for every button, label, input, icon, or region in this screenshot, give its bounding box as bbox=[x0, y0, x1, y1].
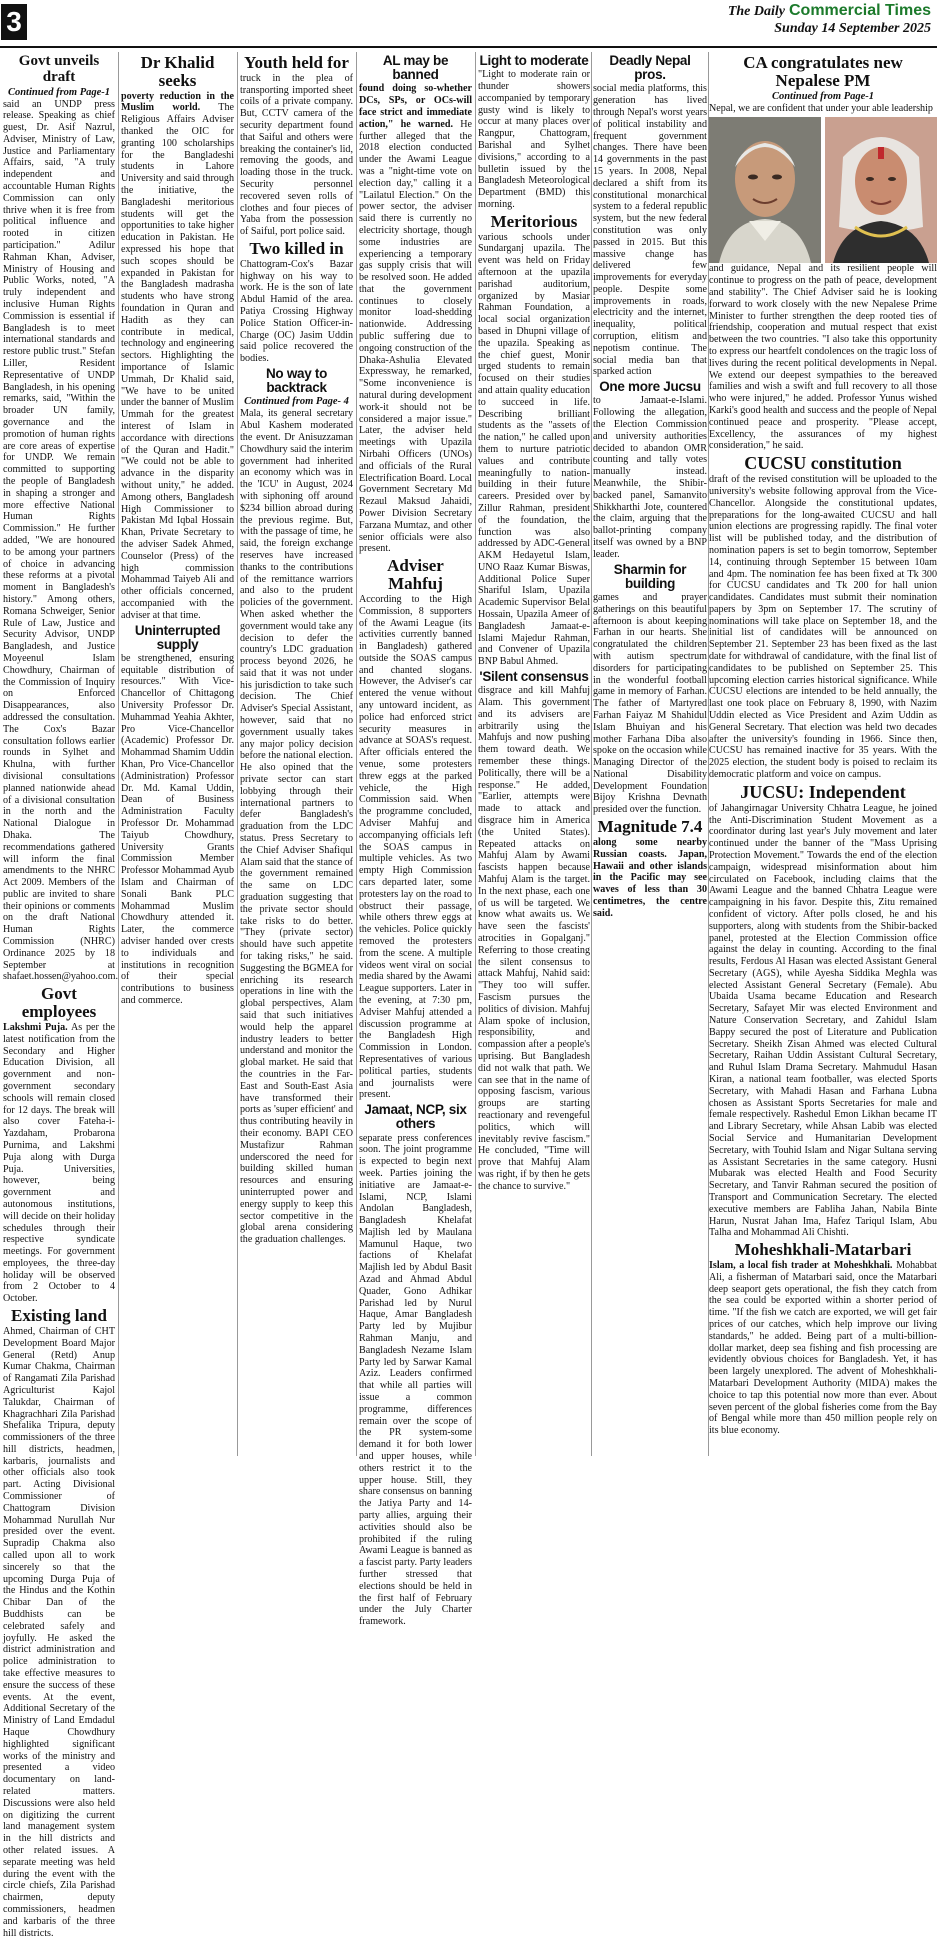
column-divider bbox=[475, 52, 476, 1456]
column-divider bbox=[118, 52, 119, 1456]
article-cucsu bbox=[709, 454, 937, 781]
article-body: The Religious Affairs Adviser thanked the OIC for granting 100 scholarships for the Bangladeshi students in Lahore University and said through the initiative, the Bangladeshi meritorious students will get the opportunities to take higher education in Pakistan. He expressed his hope that such scopes should be expanded in Pakistan for the Bangladesh madrasha students who have strong foundation in Quran and Hadith as they can contribute in medical, technology and engineering sectors. Highlighting the importance of Islamic Ummah, Dr Khalid said, "We have to be united under the banner of Muslim Ummah for the greatest interest of Islam in accordance with directions of the Quran and Hadit." "We could not be able to advance in the disparity without unity," he added. Among others, Bangladesh High Commissioner to Pakistan Md Iqbal Hossain Khan, Private Secretary to the adviser Sadek Ahmed, Counselor (Press) of the high commission Mohammad Taiyeb Ali and other officials concerned, accompanied with the adviser at that time. bbox=[121, 102, 234, 621]
article-body: Mala, its general secretary Abul Kashem moderated the event. Dr Anisuzzaman Chowdhury said the interim government had inherited an economy which was in the 'ICU' in August, 2024 with siphoning off around $234 billion abroad during the previous regime. But, with the passage of time, he said, the foreign exchange reserves have increased thanks to the contributions of the remittance warriors and also to the prudent policies of the government. When asked whether the government would take any decision to defer the country's LDC graduation process beyond 2026, he said that it was not under his jurisdiction to take such decision. The Chief Adviser's Special Assistant, however, said that no government usually takes any major policy decision before the national election. He also opined that the private sector can start lobbying through their international partners to defer Bangladesh's graduation from the LDC status. Press Secretary to the Chief Adviser Shafiqul Alam said that the stance of the government remained the same on LDC graduation suggesting that the private sector should take risks to do better. "They (private sector) should have such appetite for taking risks," he said. Suggesting the BGMEA for enriching its research operations in line with the global perspectives, Alam said that such initiatives would help the apparel industry leaders to better understand and monitor the global market. He said that the countries in the Far-East and South-East Asia have transformed their ports as 'super efficient' and thus contributing heavily in their economy. BAPI CEO Mustafizur Rahman underscored the need for building skilled human resources and ensuring uninterrupted power and energy supply to keep this sector competitive in the global arena considering the graduation challenges. bbox=[240, 408, 353, 1246]
kicker: Continued from Page- 4 bbox=[244, 396, 349, 408]
headline: Light to moderate bbox=[479, 53, 589, 68]
headline: 'Silent consensus bbox=[479, 669, 589, 685]
paper-name: Commercial Times bbox=[789, 2, 931, 19]
photo-pair bbox=[709, 117, 937, 263]
column-6 bbox=[593, 52, 707, 1456]
article-body: separate press conferences soon. The joint programme is expected to begin next week. Parties joining the initiative are Jamaat-e-Islami, NCP, Islami Andolan Bangladesh, Bangladesh Khelafat Majlish led by Maulana Mamunul Haque, two factions of Khelafat Majlish led by Abdul Basit Azad and Ahmad Abdul Quader, Gono Adhikar Parishad led by Nurul Haque, Amar Bangladesh Party led by Mujibur Rahman Manju, and Bangladesh Nezame Islam Party led by Sarwar Kamal Aziz. Leaders confirmed that while all parties will issue a common programme, differences remain over the scope of the PR system-some demand it for both lower and upper houses, while others restrict it to the upper house. Still, they share consensus on banning the Jatiya Party and 14-party allies, arguing their activities should also be prohibited if the ruling Awami League is banned as a fascist party. Party leaders further stressed that elections should be held in the first half of February under the July Charter framework. bbox=[359, 1132, 472, 1628]
paper-prefix: The Daily bbox=[727, 4, 785, 19]
headline: Two killed in bbox=[249, 239, 344, 258]
article-body: and guidance, Nepal and its resilient people will continue to progress on the path of peace, development and stability". The Chief Adviser said he is looking forward to work closely with the new Nepalese Prime Minister to further strengthen the deep rooted ties of friendship, cooperation and mutual respect that exist between the two countries. "I also take this opportunity to express our heartfelt condolences on the tragic loss of lives during the recent political developments in Nepal. We extend our deepest sympathies to the bereaved families and wish a swift and full recovery to all those who were injured," he added. Professor Yunus wished Karki's good health and success and the people of Nepal continued peace and prosperity. "Please accept, Excellency, the assurances of my highest consideration," he said. bbox=[709, 263, 937, 452]
article-deadly-nepal bbox=[593, 54, 707, 378]
headline: CA congratulates new Nepalese PM bbox=[743, 53, 903, 90]
headline: Govt employees bbox=[21, 984, 97, 1022]
article-moheshkhali bbox=[709, 1241, 937, 1437]
article-sharmin bbox=[593, 563, 707, 816]
article-body: As per the latest notification from the Secondary and Higher Education Division, all government and non-government secondary schools will remain closed for 12 days. The break will also cover Fateha-i-Yazdaham, Probarona Purnima, and Lakshmi Puja along with Durga Puja. Universities, however, being government and autonomous institutions, will decide on their holiday schedules through their respective syndicate meetings. For government employees, the three-day holiday will be observed from 2 October to 4 October. bbox=[3, 1021, 115, 1305]
lead-text: Islam, a local fish trader at Moheshkhali. bbox=[709, 1260, 893, 1272]
article-dr-khalid bbox=[121, 54, 234, 622]
header-rule bbox=[0, 46, 937, 48]
article-existing-land bbox=[3, 1307, 115, 1939]
page-number: 3 bbox=[1, 4, 27, 40]
headline: Deadly Nepal pros. bbox=[609, 53, 691, 83]
headline: Existing land bbox=[11, 1306, 107, 1326]
article-body: said an UNDP press release. Speaking as chief guest, Dr. Asif Nazrul, Adviser, Ministry of Law, Justice and Parliamentary Affairs, said, "A truly independent and accountable Human Rights Commission can only thrive when it is free from political influence and rooted in citizen participation." Adilur Rahman Khan, Adviser, Ministry of Housing and Public Works, noted, "A truly independent and inclusive Human Rights Commission is essential if Bangladesh is to meet international standards and restore public trust." Stefan Liller, Resident Representative of UNDP Bangladesh, in his opening remarks, said, "Within the broader UN family, governance and the promotion of human rights are core areas of expertise for UNDP. We remain committed to supporting the people of Bangladesh in shaping a stronger and more effective National Human Rights Commission." He further added, "We are honoured to be among your partners of choice in advancing these reforms at a pivotal moment in Bangladesh's history." Among others, Romana Schweiger, Senior Rule of Law, Justice and Security Advisor, UNDP Bangladesh, and Justice Moyeenul Islam Chowdhury, Chairman of the Commission of Inquiry on Enforced Disappearances, also addressed the consultation. The Cox's Bazar consultation follows earlier rounds in Sylhet and Khulna, with further divisional consultations planned nationwide ahead of a divisional consultation in the north and the National Dialogue in Dhaka. The recommendations gathered will inform the final amendments to the NHRC Act 2009. Members of the public are invited to share their opinions or comments on the draft National Human Rights Commission (NHRC) Ordinance 2025 by 18 September at shafaet.hossen@yahoo.com. bbox=[3, 98, 118, 983]
article-jucsu bbox=[709, 783, 937, 1239]
headline: Uninterrupted supply bbox=[134, 622, 221, 652]
article-two-killed bbox=[240, 240, 353, 365]
article-youth-held bbox=[240, 54, 353, 238]
article-no-way-backtrack bbox=[240, 367, 353, 1246]
lead-text: Lakshmi Puja. bbox=[3, 1021, 68, 1033]
headline: No way to backtrack bbox=[265, 366, 328, 396]
article-body: social media platforms, this generation has lived through Nepal's worst years of political instability and frequent government changes. There have been 14 governments in the past 15 years. In 2008, Nepal declared a shift from its constitutional monarchical system to a federal republic system, but the new federal constitution was only passed in 2015. But this massive change has delivered few improvements for everyday people. Despite some improvements in roads, electricity and the internet, inequality, political corruption, elitism and nepotism continue. The social media ban that sparked action bbox=[593, 83, 707, 378]
article-body: Chattogram-Cox's Bazar highway on his way to work. He is the son of late Abdul Hamid of the area. Patiya Crossing Highway Police Station Officer-in-Charge (OC) Jasim Uddin said police recovered the bodies. bbox=[240, 258, 353, 365]
article-body: He further alleged that the 2018 election conducted under the Awami League was a "night-time vote on election day," calling it a "Lailatul Election." On the power sector, the adviser said there is currently no electricity shortage, though some industries are experiencing a temporary gas supply crisis that will be resolved soon. He added that the government continues to closely monitor load-shedding nationwide. Addressing public suffering due to ongoing construction of the Dhaka-Ashulia Elevated Expressway, he remarked, "Some inconvenience is natural during development work-it should not be considered a major issue." Later, the adviser held meetings with Upazila Nirbahi Officers (UNOs) and officials of the Rural Electrification Board. Local Government Secretary Md Rezaul Maksud Jahaidi, Power Division Secretary Farzana Mumtaz, and other senior officials were also present. bbox=[359, 118, 472, 555]
article-body: Ahmed, Chairman of CHT Development Board Major General (Retd) Anup Kumar Chakma, Chairman of Rangamati Zila Parishad Agriculturist Kajol Talukdar, Chairman of Khagrachhari Zila Parishad Shefalika Tripura, deputy commissioners of the three hill districts, headmen, karbaris, journalists and other officials also took part. Acting Divisional Commissioner of Chattogram Division Mohammad Nurullah Nur presided over the event. Supradip Chakma also called upon all to work sincerely so that the upcoming Durga Puja of the Hindus and the Kothin Chibar Dan of the Buddhists can be celebrated safely and joyfully. He asked the district administration and police administration to take effective measures to ensure the success of these events. At the event, Additional Secretary of the Ministry of Land Emdadul Haque Chowdhury highlighted significant works of the ministry and presented a video documentary on land-related matters. Discussions were also held on digitizing the current land management system in the hill districts and other related issues. A separate meeting was held during the event with the circle chiefs, Zila Parishad chairmen, deputy commissioners, headmen and karbaris of the three hill districts. bbox=[3, 1325, 115, 1939]
column-divider bbox=[356, 52, 357, 1456]
column-4 bbox=[359, 52, 472, 1628]
photo-woman bbox=[825, 117, 937, 263]
lead-text: found doing so-whether DCs, SPs, or OCs-will face strict and immediate action," he warned. bbox=[359, 83, 472, 130]
column-2 bbox=[121, 52, 234, 1456]
headline: JUCSU: Independent bbox=[740, 781, 906, 802]
article-silent-consensus bbox=[478, 670, 590, 1192]
article-one-more-jucsu bbox=[593, 380, 707, 560]
headline: Sharmin for building bbox=[613, 561, 687, 591]
column-3 bbox=[240, 52, 353, 1456]
article-intro: Nepal, we are confident that under your able leadership bbox=[709, 102, 933, 114]
article-body: to Jamaat-e-Islami. Following the allegation, the Election Commission and university authorities decided to abandon OMR counting and tally votes manually instead. Meanwhile, the Shibir-backed panel, Samanvito Shikkharthi Jote, countered the claim, arguing that the ballot-printing company itself was owned by a BNP leader. bbox=[593, 395, 707, 560]
masthead bbox=[728, 2, 931, 37]
headline: Adviser Mahfuj bbox=[387, 556, 444, 594]
article-govt-employees bbox=[3, 985, 115, 1305]
article-meritorious bbox=[478, 213, 590, 668]
headline: Moheshkhali-Matarbari bbox=[734, 1240, 912, 1260]
article-body: games and prayer gatherings on this beautiful afternoon is about keeping Farhan in our hearts. She congratulated the children with autism spectrum disorders for participating in the wonderful football game in memory of Farhan. The father of Martyred Farhan Faiyaz M Shahidul Islam Bhuiyan and his mother Farhana Diba also spoke on the occasion while Managing Director of the National Disability Development Foundation Bijoy Krishna Devnath presided over the function. bbox=[593, 591, 707, 816]
article-body: According to the High Commission, 8 supporters of the Awami League (its activities currently banned in Bangladesh) gathered outside the SOAS campus and chanted slogans. However, the Adviser's car entered the venue without any untoward incident, as police had enforced strict security measures in advance at SOAS's request. After officials entered the venue, some protesters threw eggs at the parked vehicle, the High Commission said. When the programme concluded, Adviser Mahfuj and accompanying officials left the SOAS campus in multiple vehicles. As two empty High Commission cars departed later, some protesters lay on the road to obstruct their passage, while others threw eggs at the vehicles. Police quickly removed the protesters from the scene. A multiple videos went viral on social media shared by the Awami League supporters. Later in the evening, at 7:30 pm, Adviser Mahfuj attended a discussion programme at the Bangladesh High Commission in London. Representatives of various political parties, students and journalists were present. bbox=[359, 593, 472, 1101]
column-7 bbox=[709, 52, 937, 1456]
article-uninterrupted-supply bbox=[121, 624, 234, 1007]
article-govt-unveils bbox=[3, 53, 118, 983]
headline: AL may be banned bbox=[382, 53, 449, 83]
headline: Jamaat, NCP, six others bbox=[364, 1102, 467, 1132]
headline: Magnitude 7.4 bbox=[597, 817, 703, 837]
article-body: various schools under Sundarganj upazila. The event was held on Friday afternoon at the upazila parishad auditorium, organized by Masiar Rahman Foundation, a local social organization based in Dhupni village of the upazila. Speaking as the chief guest, Monir urged students to remain focused on their studies and attain quality education to succeed in life. Describing brilliant students as the "assets of the nation," he called upon them to nurture patriotic values and contribute meaningfully to nation-building in their future careers. Presided over by Zillur Rahman, president of the foundation, the function was also addressed by ADC-General AKM Hedayetul Islam, UNO Raaz Kumar Biswas, Additional Police Super Shariful Islam, Upazila Academic Supervisor Belal Hossain, Upazila Ameer of Bangladesh Jamaat-e-Islami Majedur Rahman, and Convener of Upazila BNP Babul Ahmed. bbox=[478, 231, 590, 668]
column-1 bbox=[3, 52, 118, 1939]
page-header bbox=[0, 0, 937, 48]
article-magnitude bbox=[593, 818, 707, 919]
issue-date: Sunday 14 September 2025 bbox=[774, 21, 931, 36]
article-ca-congratulates bbox=[709, 54, 937, 452]
headline: Youth held for bbox=[244, 53, 349, 72]
column-5 bbox=[478, 52, 590, 1456]
kicker: Continued from Page-1 bbox=[771, 90, 875, 102]
headline: One more Jucsu bbox=[599, 379, 701, 395]
headline: CUCSU constitution bbox=[744, 453, 902, 474]
column-divider bbox=[591, 52, 592, 1456]
headline: Meritorious bbox=[490, 211, 578, 231]
article-body: disgrace and kill Mahfuj Alam. This government and its advisers are arbitrarily using the Mahfujs and now pushing them toward death. We remember these things. Politically, there will be a response." He added, "Earlier, attempts were made to attack and disgrace him in America (the United States). Repeated attacks on Mahfuj Alam by Awami fascists happen because Mahfuj Alam is the target. In the next phase, each one of us will be targeted. We know what awaits us. We have seen the fascists' atrocities in Gopalganj." Referring to those creating the silent consensus to attack Mahfuj, Nahid said: "They too will suffer. Fascism pursues the politics of division. Mahfuj Alam spoke of inclusion, responsibility, and compassion after a people's uprising. But Bangladesh did not walk that path. We can see that in the name of opposing fascism, various groups are starting reactionary and revengeful politics, which will inevitably revive fascism." He concluded, "Time will prove that Mahfuj Alam was right, if by then he gets the chance to survive." bbox=[478, 685, 590, 1192]
lead-text: poverty reduction in the Muslim world. bbox=[121, 90, 234, 114]
article-body: of Jahangirnagar University Chhatra League, he joined the Anti-Discrimination Student Movement as a coordinator during last year's July movement and later continued under the banner of the "Mass Uprising Protection Movement." Towards the end of the election campaign, widespread misinformation about him circulated on Facebook, including claims that the Awami League and the banned Chhatra League were campaigning in his favor. Despite this, Zitu remained confident of victory. After polls closed, he and his supporters, along with students from the Shibir-backed panel, protested at the Election Commission office against the delay in counting. According to the final results, Ferdous Al Hasan was elected Assistant General Secretary (AGS), while Ayesha Siddika Meghla was elected Assistant General Secretary (Female). Abu Ubaida Usama became Education and Research Secretary, Safayet Mir was elected Environment and Nature Conservation Secretary, and Zahidul Islam Bappy secured the post of Literature and Publication Secretary. Sheikh Zisan Ahmed was elected Cultural Secretary, Raihan Uddin Assistant Cultural Secretary, and Ruhul Islam Drama Secretary. Mahmudul Hasan Kiran, a national team footballer, was elected Sports Secretary, with Mahadi Hasan and Farhana Lubna chosen as Assistant Sports Secretaries for male and female respectively. Rashedul Emon Likhan became IT and Library Secretary, while Ahsan Labib was elected Social Service and Humanitarian Development Secretary, with Touhid Islam and Nigar Sultana serving as Assistant Secretaries in the same category. Husni Mubarak was elected Health and Food Security Secretary, and Tanvir Rahman secured the position of Transport and Communication Secretary. The elected executive members are Fabliha Jahan, Nabila Binte Harun, Nusrat Jahan Ima, Hafez Tariqul Islam, Abu Talha and Mohammad Ali Chishti. bbox=[709, 802, 937, 1239]
headline: Dr Khalid seeks bbox=[140, 53, 215, 90]
article-body: draft of the revised constitution will be uploaded to the university's website following approval from the Vice-Chancellor. Alongside the constitutional updates, preparations for the long-awaited CUCSU and hall union elections are progressing rapidly. The final voter list will be published today, and the distribution of nomination papers is set to begin tomorrow, September 14, continuing through September 15 between 10am and 4pm. The nomination fee has been fixed at Tk 300 for CUCSU candidates and Tk 200 for hall union candidates. Candidates must submit their nomination papers by 3pm on September 17. The scrutiny of nominations will take place on September 18, and the initial list of candidates will be announced on September 21. September 23 has been fixed as the last date for withdrawal of candidature, with the final list of candidates to be published on September 25. This upcoming election carries historical significance. While CUCSU elections are intended to be held annually, the last one took place on February 8, 1990, with Nazim Uddin elected as Vice President and Azim Uddin as General Secretary. That election was held two decades after the university's founding in 1966. Since then, CUCSU has remained inactive for 35 years. With the 2025 election, the student body is poised to reclaim its democratic platform and voice on campus. bbox=[709, 474, 937, 781]
headline: Govt unveils draft bbox=[18, 53, 100, 85]
article-body: With Vice-Chancellor of Chittagong University Professor Dr. Muhammad Yeahia Akhter, Pro Vice-Chancellor (Academic) Professor Dr. Mohammad Shamim Uddin Khan, Pro Vice-Chancellor (Administration) Professor Dr. Md. Kamal Uddin, Dean of Business Administration Faculty Professor Dr. Mohammad Taiyub Chowdhury, University Grants Commission Member Professor Mohammad Ayub Islam and Chairman of Sonali Bank PLC Mohammad Muslim Chowdhury attended it. Later, the commerce adviser handed over crests to individuals and institutions in recognition of their special contributions to business and commerce. bbox=[121, 676, 234, 1006]
article-body: Mohabbat Ali, a fisherman of Matarbari said, once the Matarbari deep seaport gets operational, the fish they catch from the sea could be exported within a shorter period of time. "If the fish we catch are exported, we will get fair prices of our catches, which help improve our living standards," he added. Being part of a multi-billion-dollar market, deep sea fishing and fish processing are evidently obvious choices for Bangladesh. Yet, it has been largely unexplored. The advent of Moheshkhali-Matarbari Development Authority (MIDA) makes the choice to tap this potential now more than ever. About seven percent of the global fisheries come from the Bay of Bengal while more than 450 million people rely on its blue economy. bbox=[709, 1260, 937, 1437]
article-jamaat-ncp bbox=[359, 1103, 472, 1628]
article-al-banned bbox=[359, 54, 472, 555]
article-adviser-mahfuj bbox=[359, 557, 472, 1101]
kicker: Continued from Page-1 bbox=[7, 86, 111, 98]
photo-elderly-man bbox=[709, 117, 821, 263]
article-body: truck in the plea of transporting imported sheet coils of a private company. But, CCTV camera of the security department found that Saiful and others were breaking the container's lid, removing the goods, and loading those in the truck. Security personnel recovered seven rolls of clothes and four pieces of Yaba from the possession of Saiful, port police said. bbox=[240, 72, 353, 238]
article-body: "Light to moderate rain or thunder showers accompanied by temporary gusty wind is likely to occur at many places over Rangpur, Chattogram, Barishal and Sylhet divisions," according to a bulletin issued by the Bangladesh Meteorological Department (BMD) this morning. bbox=[478, 69, 590, 210]
lead-text: be strengthened, ensuring equitable distribution of resources." bbox=[121, 652, 234, 688]
article-light-moderate bbox=[478, 54, 590, 211]
article-body: along some nearby Russian coasts. Japan, Hawaii and other islands in the Pacific may see waves of less than 30 centimetres, the centre said. bbox=[593, 836, 707, 919]
column-divider bbox=[237, 52, 238, 1456]
